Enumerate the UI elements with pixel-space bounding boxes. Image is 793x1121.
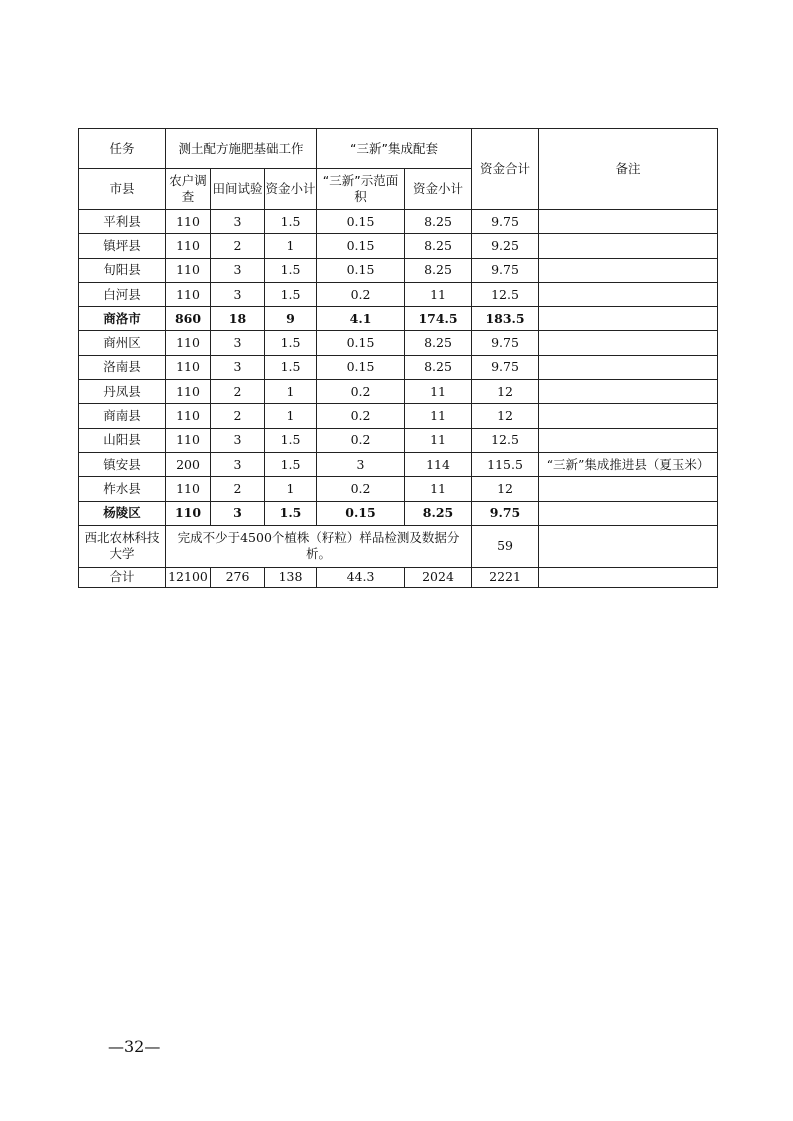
funds-subtotal-2-cell: 8.25 [405,355,472,379]
remark-cell [539,501,718,525]
region-name: 丹凤县 [79,380,166,404]
remark-cell [539,331,718,355]
table-row [79,380,718,404]
remark-cell [539,404,718,428]
university-desc: 完成不少于4500个植株（籽粒）样品检测及数据分析。 [166,525,472,567]
total-funds-cell: 115.5 [472,452,539,476]
total-label: 合计 [79,567,166,587]
funds-subtotal-2-cell: 11 [405,428,472,452]
page-number: —32— [108,1037,161,1056]
demo-area-cell: 0.15 [317,355,405,379]
remark-cell [539,428,718,452]
region-name: 洛南县 [79,355,166,379]
household-survey-cell: 110 [166,355,211,379]
header-three-new: “三新”集成配套 [317,129,472,169]
field-trial-cell: 3 [211,355,265,379]
funds-subtotal-1-cell: 1 [265,477,317,501]
remark-cell [539,307,718,331]
funds-subtotal-1-cell: 1.5 [265,452,317,476]
region-name: 白河县 [79,282,166,306]
table-row [79,452,718,476]
funds-subtotal-2-cell: 114 [405,452,472,476]
remark-cell [539,477,718,501]
field-trial-cell: 3 [211,428,265,452]
remark-cell [539,525,718,567]
region-name: 平利县 [79,210,166,234]
header-task: 任务 [79,129,166,169]
funds-subtotal-1-cell: 1.5 [265,282,317,306]
demo-area-cell: 0.15 [317,234,405,258]
table-row [79,501,718,525]
table-row [79,355,718,379]
field-trial-cell: 2 [211,380,265,404]
household-survey-cell: 200 [166,452,211,476]
household-survey-cell: 860 [166,307,211,331]
table-row [79,477,718,501]
funds-subtotal-1-cell: 1 [265,404,317,428]
region-name: 商南县 [79,404,166,428]
remark-cell [539,282,718,306]
field-trial-cell: 2 [211,234,265,258]
total-cell: 2024 [405,567,472,587]
remark-cell [539,355,718,379]
region-name: 杨陵区 [79,501,166,525]
field-trial-cell: 3 [211,282,265,306]
header-household-survey: 农户调查 [166,169,211,210]
region-name: 柞水县 [79,477,166,501]
funds-subtotal-1-cell: 1.5 [265,331,317,355]
table-row [79,307,718,331]
household-survey-cell: 110 [166,282,211,306]
funds-subtotal-2-cell: 8.25 [405,234,472,258]
funds-subtotal-1-cell: 1.5 [265,258,317,282]
total-funds-cell: 9.75 [472,210,539,234]
region-name: 商州区 [79,331,166,355]
field-trial-cell: 3 [211,331,265,355]
household-survey-cell: 110 [166,234,211,258]
remark-cell [539,210,718,234]
demo-area-cell: 3 [317,452,405,476]
region-name: 旬阳县 [79,258,166,282]
household-survey-cell: 110 [166,258,211,282]
remark-cell: “三新”集成推进县（夏玉米） [539,452,718,476]
total-funds-cell: 9.75 [472,355,539,379]
total-funds-cell: 9.75 [472,501,539,525]
university-total: 59 [472,525,539,567]
total-funds-cell: 12 [472,380,539,404]
table-row [79,234,718,258]
demo-area-cell: 0.2 [317,404,405,428]
funding-table [78,128,718,588]
demo-area-cell: 0.15 [317,331,405,355]
total-funds-cell: 183.5 [472,307,539,331]
demo-area-cell: 4.1 [317,307,405,331]
table-row [79,210,718,234]
field-trial-cell: 2 [211,404,265,428]
funds-subtotal-1-cell: 9 [265,307,317,331]
household-survey-cell: 110 [166,331,211,355]
total-cell: 276 [211,567,265,587]
total-cell: 12100 [166,567,211,587]
field-trial-cell: 3 [211,258,265,282]
household-survey-cell: 110 [166,210,211,234]
header-funds-subtotal-2: 资金小计 [405,169,472,210]
total-funds-cell: 9.25 [472,234,539,258]
university-name: 西北农林科技大学 [79,525,166,567]
header-total-funds: 资金合计 [472,129,539,210]
household-survey-cell: 110 [166,380,211,404]
funds-subtotal-2-cell: 11 [405,477,472,501]
funds-subtotal-1-cell: 1.5 [265,210,317,234]
demo-area-cell: 0.15 [317,210,405,234]
funds-subtotal-2-cell: 8.25 [405,331,472,355]
demo-area-cell: 0.2 [317,428,405,452]
region-name: 镇坪县 [79,234,166,258]
funds-subtotal-2-cell: 11 [405,380,472,404]
field-trial-cell: 3 [211,210,265,234]
funds-subtotal-2-cell: 8.25 [405,210,472,234]
demo-area-cell: 0.2 [317,380,405,404]
total-funds-cell: 12 [472,477,539,501]
table-row [79,282,718,306]
field-trial-cell: 3 [211,501,265,525]
remark-cell [539,380,718,404]
household-survey-cell: 110 [166,428,211,452]
region-name: 商洛市 [79,307,166,331]
table-row [79,331,718,355]
remark-cell [539,258,718,282]
header-soil-testing: 测土配方施肥基础工作 [166,129,317,169]
household-survey-cell: 110 [166,404,211,428]
total-cell: 138 [265,567,317,587]
field-trial-cell: 2 [211,477,265,501]
total-funds-cell: 12.5 [472,428,539,452]
header-demo-area: “三新”示范面积 [317,169,405,210]
household-survey-cell: 110 [166,477,211,501]
header-remarks: 备注 [539,129,718,210]
demo-area-cell: 0.2 [317,477,405,501]
total-cell: 44.3 [317,567,405,587]
demo-area-cell: 0.15 [317,258,405,282]
funds-subtotal-1-cell: 1.5 [265,501,317,525]
total-cell: 2221 [472,567,539,587]
table-row-total [79,567,718,587]
funds-subtotal-2-cell: 11 [405,404,472,428]
remark-cell [539,234,718,258]
total-funds-cell: 12 [472,404,539,428]
funds-subtotal-2-cell: 174.5 [405,307,472,331]
remark-cell [539,567,718,587]
total-funds-cell: 9.75 [472,331,539,355]
funds-subtotal-1-cell: 1.5 [265,428,317,452]
table-row [79,404,718,428]
demo-area-cell: 0.2 [317,282,405,306]
funds-subtotal-1-cell: 1 [265,380,317,404]
funds-subtotal-1-cell: 1.5 [265,355,317,379]
total-funds-cell: 9.75 [472,258,539,282]
funds-subtotal-2-cell: 11 [405,282,472,306]
header-region: 市县 [79,169,166,210]
region-name: 山阳县 [79,428,166,452]
funds-subtotal-2-cell: 8.25 [405,258,472,282]
field-trial-cell: 3 [211,452,265,476]
household-survey-cell: 110 [166,501,211,525]
total-funds-cell: 12.5 [472,282,539,306]
funds-subtotal-1-cell: 1 [265,234,317,258]
header-field-trial: 田间试验 [211,169,265,210]
table-row-university [79,525,718,567]
funds-subtotal-2-cell: 8.25 [405,501,472,525]
field-trial-cell: 18 [211,307,265,331]
region-name: 镇安县 [79,452,166,476]
header-funds-subtotal-1: 资金小计 [265,169,317,210]
table-row [79,258,718,282]
table-row [79,428,718,452]
demo-area-cell: 0.15 [317,501,405,525]
